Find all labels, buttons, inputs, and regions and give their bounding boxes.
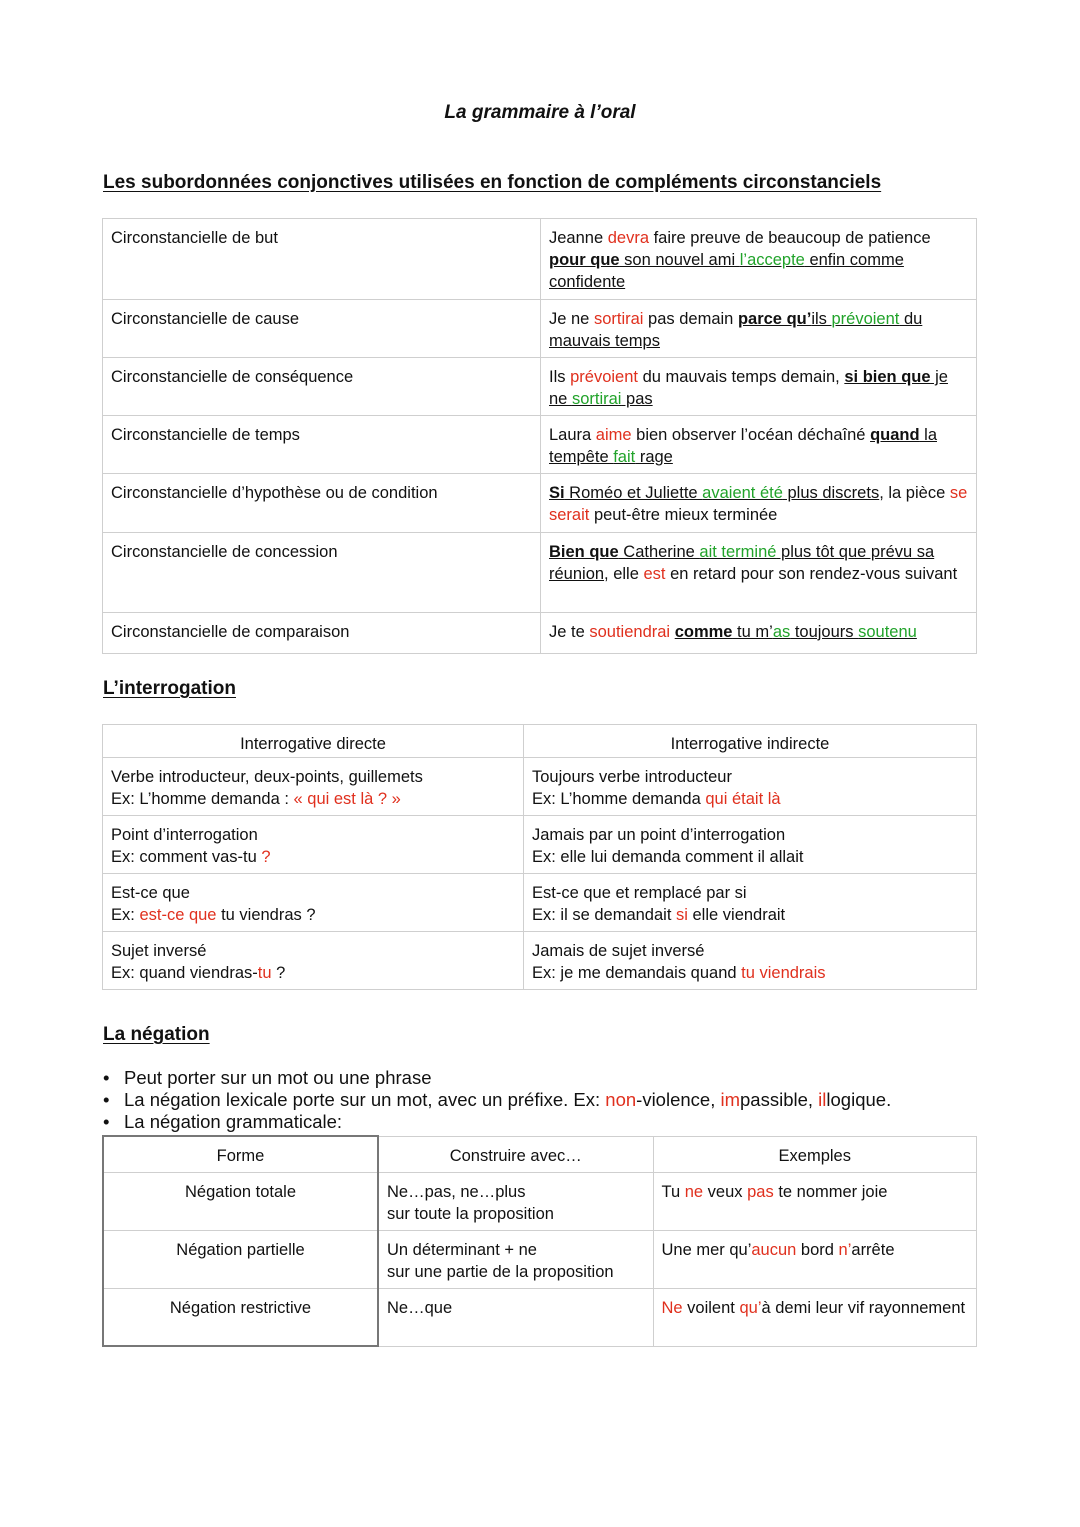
row-label: Circonstancielle de cause [103, 300, 541, 358]
row-label: Circonstancielle de temps [103, 416, 541, 474]
forme-cell: Négation partielle [103, 1230, 378, 1288]
interrogation-table [102, 724, 977, 990]
column-header: Interrogative directe [103, 725, 524, 758]
column-header: Interrogative indirecte [524, 725, 977, 758]
table-header-row [103, 725, 977, 758]
table-row [103, 533, 977, 613]
example-cell: Une mer qu’aucun bord n’arrête [653, 1230, 977, 1288]
indirect-cell: Jamais de sujet inversé Ex: je me demandais quand tu viendrais [524, 932, 977, 990]
column-header: Forme [103, 1136, 378, 1172]
column-header: Exemples [653, 1136, 977, 1172]
direct-cell: Point d’interrogation Ex: comment vas-tu ? [103, 816, 524, 874]
negation-bullet-list [103, 1067, 891, 1133]
table-row [103, 1172, 977, 1230]
row-label: Circonstancielle d’hypothèse ou de condition [103, 474, 541, 533]
direct-cell: Sujet inversé Ex: quand viendras-tu ? [103, 932, 524, 990]
example-cell: Ne voilent qu’à demi leur vif rayonnement [653, 1288, 977, 1346]
table-row [103, 300, 977, 358]
table-row [103, 816, 977, 874]
row-label: Circonstancielle de comparaison [103, 613, 541, 654]
column-header: Construire avec… [378, 1136, 653, 1172]
table-header-row [103, 1136, 977, 1172]
table-row [103, 874, 977, 932]
table-row [103, 1288, 977, 1346]
row-example: Jeanne devra faire preuve de beaucoup de patience pour que son nouvel ami l’accepte enfin comme confidente [541, 219, 977, 300]
forme-cell: Négation totale [103, 1172, 378, 1230]
indirect-cell: Toujours verbe introducteur Ex: L’homme demanda qui était là [524, 758, 977, 816]
direct-cell: Verbe introducteur, deux-points, guillemets Ex: L’homme demanda : « qui est là ? » [103, 758, 524, 816]
indirect-cell: Est-ce que et remplacé par si Ex: il se demandait si elle viendrait [524, 874, 977, 932]
table-row [103, 1230, 977, 1288]
example-cell: Tu ne veux pas te nommer joie [653, 1172, 977, 1230]
construction-cell: Ne…pas, ne…plus sur toute la proposition [378, 1172, 653, 1230]
indirect-cell: Jamais par un point d’interrogation Ex: elle lui demanda comment il allait [524, 816, 977, 874]
row-label: Circonstancielle de but [103, 219, 541, 300]
row-example: Laura aime bien observer l’océan déchaîné quand la tempête fait rage [541, 416, 977, 474]
forme-cell: Négation restrictive [103, 1288, 378, 1346]
row-example: Je ne sortirai pas demain parce qu’ils prévoient du mauvais temps [541, 300, 977, 358]
direct-cell: Est-ce que Ex: est-ce que tu viendras ? [103, 874, 524, 932]
row-example: Bien que Catherine ait terminé plus tôt que prévu sa réunion, elle est en retard pour son rendez-vous suivant [541, 533, 977, 613]
negation-table [102, 1135, 977, 1347]
table-row [103, 219, 977, 300]
table-row [103, 758, 977, 816]
row-example: Ils prévoient du mauvais temps demain, si bien que je ne sortirai pas [541, 358, 977, 416]
row-label: Circonstancielle de concession [103, 533, 541, 613]
table-row [103, 932, 977, 990]
construction-cell: Ne…que [378, 1288, 653, 1346]
section-heading-interrogation: L’interrogation [103, 678, 236, 699]
table-row [103, 613, 977, 654]
section-heading-subordonnees: Les subordonnées conjonctives utilisées en fonction de compléments circonstanciels [103, 172, 882, 193]
table-row [103, 358, 977, 416]
construction-cell: Un déterminant + ne sur une partie de la proposition [378, 1230, 653, 1288]
list-item: • Peut porter sur un mot ou une phrase [103, 1067, 891, 1089]
page-title: La grammaire à l’oral [444, 102, 636, 123]
list-item: • La négation grammaticale: [103, 1111, 891, 1133]
table-row [103, 474, 977, 533]
table-row [103, 416, 977, 474]
row-example: Si Roméo et Juliette avaient été plus discrets, la pièce se serait peut-être mieux terminée [541, 474, 977, 533]
row-label: Circonstancielle de conséquence [103, 358, 541, 416]
row-example: Je te soutiendrai comme tu m’as toujours soutenu [541, 613, 977, 654]
circonstancielles-table [102, 218, 977, 654]
section-heading-negation: La négation [103, 1024, 210, 1045]
list-item: • La négation lexicale porte sur un mot, avec un préfixe. Ex: non-violence, impassible, illogique. [103, 1089, 891, 1111]
